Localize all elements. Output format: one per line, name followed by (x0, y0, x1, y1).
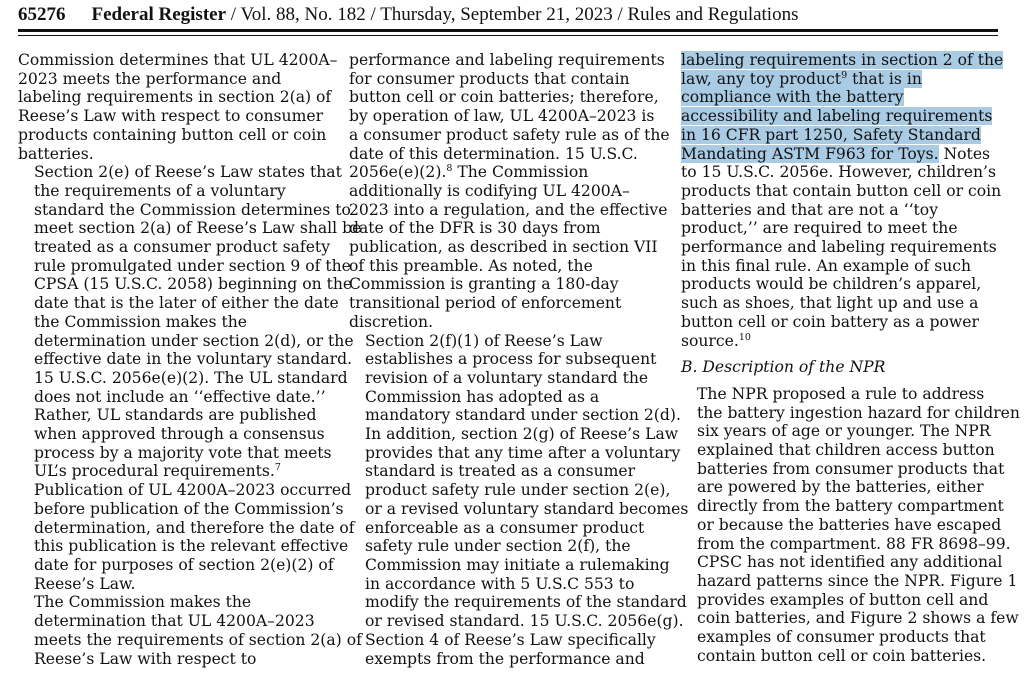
text-line: Publication of UL 4200A–2023 occurred (34, 481, 352, 500)
text-line: products containing button cell or coin (18, 125, 327, 144)
highlighted-text[interactable]: labeling requirements in section 2 of the (681, 51, 1004, 69)
page-header (18, 4, 998, 26)
text-line: date that is the later of either the date (34, 294, 339, 313)
text-line: Commission may initiate a rulemaking (365, 555, 670, 574)
footnote-ref: 8 (446, 163, 453, 175)
text-line: publication, as described in section VII (349, 238, 658, 257)
text-line: Commission determines that UL 4200A– (18, 51, 338, 69)
text-line: determination that UL 4200A–2023 (34, 612, 315, 631)
text-line (349, 163, 667, 182)
text-line: this publication is the relevant effective (34, 537, 349, 556)
text-line: The NPR proposed a rule to address (697, 384, 985, 403)
running-head: Federal Register / Vol. 88, No. 182 / Thursday, September 21, 2023 / Rules and Regulations (91, 4, 799, 25)
text-line: meets the requirements of section 2(a) of (34, 630, 362, 649)
text-line: are powered by the batteries, either (697, 478, 984, 497)
text-line: modify the requirements of the standard (365, 593, 687, 612)
text-line: treated as a consumer product safety (34, 238, 331, 257)
text-line: Reese’s Law with respect to consumer (18, 107, 324, 126)
text-line: does not include an ‘‘effective date.’’ (34, 387, 326, 406)
text-line: Reese’s Law. (34, 574, 136, 593)
text-line: from the compartment. 88 FR 8698–99. (697, 534, 1011, 553)
text-line: standard the Commission determines to (34, 200, 351, 219)
text-line: to 15 U.S.C. 2056e. However, children’s (681, 163, 996, 182)
text-line: or because the batteries have escaped (697, 515, 1002, 534)
footnote-ref: 9 (841, 69, 848, 81)
text-line: additionally is codifying UL 4200A– (349, 181, 630, 200)
text-line: enforceable as a consumer product (365, 518, 645, 537)
text-line: standard is treated as a consumer (365, 462, 636, 481)
text-fragment: The Commission (452, 163, 589, 182)
publication-date: Thursday, September 21, 2023 (380, 4, 613, 25)
paragraph (18, 51, 336, 163)
paragraph (349, 331, 689, 631)
text-line: labeling requirements in section 2(a) of (18, 88, 332, 107)
text-line: 2023 into a regulation, and the effective (349, 200, 668, 219)
text-line: the requirements of a voluntary (34, 181, 286, 200)
text-line: CPSC has not identified any additional (697, 553, 1003, 572)
column-3 (681, 51, 1020, 666)
text-line: performance and labeling requirements (349, 51, 665, 69)
text-line: hazard patterns since the NPR. Figure 1 (697, 571, 1018, 590)
text-line: product safety rule under section 2(e), (365, 481, 671, 500)
paragraph (349, 631, 667, 668)
text-line: before publication of the Commission’s (34, 499, 344, 518)
text-line: 15 U.S.C. 2056e(e)(2). The UL standard (34, 368, 348, 387)
text-line: in this final rule. An example of such (681, 256, 972, 275)
text-line: date for purposes of section 2(e)(2) of (34, 555, 334, 574)
publication-name: Federal Register (91, 4, 227, 25)
text-line: provides examples of button cell and (697, 590, 989, 609)
footnote-ref: 10 (738, 331, 751, 343)
text-fragment: Notes (938, 144, 991, 163)
text-line (681, 51, 1004, 70)
text-line (681, 107, 1001, 126)
text-line (681, 126, 1001, 145)
text-line: Reese’s Law with respect to (34, 649, 257, 668)
paragraph (18, 593, 362, 668)
text-line: date of the DFR is 30 days from (349, 219, 601, 238)
text-fragment: UL’s procedural requirements. (34, 462, 275, 481)
text-line (681, 145, 1001, 164)
text-line: mandatory standard under section 2(d). (365, 406, 681, 425)
text-fragment: that is in (847, 69, 922, 88)
text-line: 2023 meets the performance and (18, 69, 282, 88)
header-rule-thin (18, 35, 998, 36)
text-line: examples of consumer products that (697, 628, 986, 647)
text-line: rule promulgated under section 9 of the (34, 256, 351, 275)
column-2 (349, 51, 689, 668)
text-line: product,’’ are required to meet the (681, 219, 958, 238)
text-line: button cell or coin batteries; therefore, (349, 88, 659, 107)
paragraph (349, 51, 670, 332)
text-line: date of this determination. 15 U.S.C. (349, 144, 638, 163)
text-line: safety rule under section 2(f), the (365, 537, 631, 556)
highlighted-text[interactable]: accessibility and labeling requirements (681, 107, 993, 126)
highlighted-text[interactable]: Mandating ASTM F963 for Toys. (681, 144, 939, 163)
text-line: contain button cell or coin batteries. (697, 646, 987, 665)
text-line: explained that children access button (697, 441, 995, 460)
text-line: determination under section 2(d), or the (34, 331, 354, 350)
text-line: establishes a process for subsequent (365, 350, 657, 369)
page-number: 65276 (18, 4, 66, 25)
text-line: transitional period of enforcement (349, 294, 622, 313)
text-line: the battery ingestion hazard for children (697, 403, 1020, 422)
text-line: In addition, section 2(g) of Reese’s Law (365, 425, 679, 444)
text-line: or a revised voluntary standard becomes (365, 499, 689, 518)
text-line: six years of age or younger. The NPR (697, 422, 991, 441)
text-line: products would be children’s apparel, (681, 275, 982, 294)
text-line: Section 2(f)(1) of Reese’s Law (365, 331, 603, 350)
text-line: button cell or coin battery as a power (681, 312, 979, 331)
text-line: exempts from the performance and (365, 649, 645, 668)
text-fragment: source. (681, 331, 739, 350)
text-line (681, 70, 1001, 89)
paragraph (681, 384, 1020, 666)
text-line: Section 2(e) of Reese’s Law states that (34, 163, 342, 182)
text-line: meet section 2(a) of Reese’s Law shall be (34, 219, 362, 238)
text-line: a consumer product safety rule as of the (349, 125, 670, 144)
text-line: process by a majority vote that meets (34, 443, 332, 462)
section-name: Rules and Regulations (627, 4, 799, 25)
text-line: such as shoes, that light up and use a (681, 294, 979, 313)
text-line: batteries. (18, 144, 94, 163)
text-line: Rather, UL standards are published (34, 406, 317, 425)
text-line: by operation of law, UL 4200A–2023 is (349, 107, 655, 126)
text-line: provides that any time after a voluntary (365, 443, 681, 462)
text-line: revision of a voluntary standard the (365, 368, 649, 387)
text-line: for consumer products that contain (349, 69, 630, 88)
text-line: in accordance with 5 U.S.C 553 to (365, 574, 635, 593)
highlighted-text[interactable]: in 16 CFR part 1250, Safety Standard (681, 125, 981, 144)
text-line (18, 462, 336, 481)
text-line: of this preamble. As noted, the (349, 256, 593, 275)
text-fragment: 2056e(e)(2). (349, 163, 447, 182)
text-line (681, 332, 1001, 351)
text-line: The Commission makes the (34, 593, 252, 612)
footnote-ref: 7 (274, 462, 281, 474)
text-line: CPSA (15 U.S.C. 2058) beginning on the (34, 275, 353, 294)
header-rule-thick (18, 29, 998, 32)
highlighted-text[interactable]: compliance with the battery (681, 88, 904, 107)
text-line: batteries from consumer products that (697, 459, 1005, 478)
text-line: coin batteries, and Figure 2 shows a few (697, 609, 1019, 628)
text-line: products that contain button cell or coin (681, 181, 1002, 200)
text-line: Commission is granting a 180-day (349, 275, 619, 294)
text-line: or revised standard. 15 U.S.C. 2056e(g). (365, 612, 684, 631)
text-line: Section 4 of Reese’s Law specifically (365, 630, 656, 649)
text-line: Commission has adopted as a (365, 387, 600, 406)
text-line: batteries and that are not a ‘‘toy (681, 200, 938, 219)
text-line: the Commission makes the (34, 312, 248, 331)
volume-issue: Vol. 88, No. 182 (240, 4, 366, 25)
text-line: determination, and therefore the date of (34, 518, 355, 537)
highlighted-text[interactable] (681, 70, 922, 88)
paragraph (18, 163, 362, 593)
text-line: effective date in the voluntary standard. (34, 350, 353, 369)
text-line: discretion. (349, 312, 434, 331)
column-1 (18, 51, 362, 668)
text-line: performance and labeling requirements (681, 238, 997, 257)
text-line (681, 88, 1001, 107)
text-fragment: law, any toy product (681, 69, 842, 88)
paragraph (681, 51, 1004, 350)
text-line: directly from the battery compartment (697, 497, 1004, 516)
section-heading: B. Description of the NPR (681, 358, 886, 377)
text-line: when approved through a consensus (34, 425, 325, 444)
